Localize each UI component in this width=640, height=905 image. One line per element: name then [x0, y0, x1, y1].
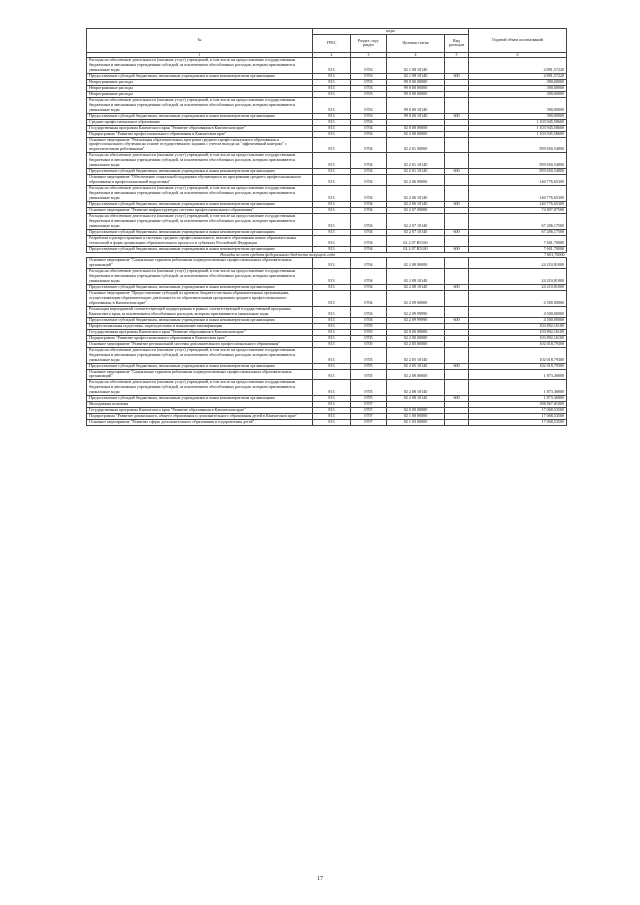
kind-cell [445, 420, 469, 426]
amount-cell: 859 650,54800 [469, 153, 567, 169]
name-cell: Непрограммные расходы [87, 79, 313, 85]
amount-cell: 102 018,79300 [469, 363, 567, 369]
target-cell: 02 2 05 10140 [387, 347, 445, 363]
kind-cell: 600 [445, 113, 469, 119]
amount-cell: 103 892,16100 [469, 329, 567, 335]
name-cell: Предоставление субсидий бюджетным, автономным учреждениям и иным некоммерческим организациям [87, 317, 313, 323]
table-row [87, 186, 567, 202]
section-cell: 0704 [351, 175, 387, 186]
amount-cell: 17 068,53500 [469, 408, 567, 414]
name-cell: Основное мероприятие "Предоставление субсидий из краевого бюджета частным образовательным организациям, осуществляющим образовательную деятельность по образовательным программам среднего профессионального образования, в Камчатском крае" [87, 291, 313, 307]
grbs-cell: 813 [313, 396, 351, 402]
kind-cell [445, 175, 469, 186]
section-cell: 0704 [351, 291, 387, 307]
grbs-cell: 813 [313, 269, 351, 285]
name-cell: Молодежная политика [87, 402, 313, 408]
target-cell: 02 1 08 10140 [387, 74, 445, 80]
name-cell: Государственная программа Камчатского края "Развитие образования в Камчатском крае" [87, 125, 313, 131]
section-cell: 0705 [351, 329, 387, 335]
table-row [87, 137, 567, 153]
header-num: № [87, 29, 313, 53]
target-cell: 02 1 08 10140 [387, 58, 445, 74]
name-cell: Расходы на обеспечение деятельности (оказание услуг) учреждений, в том числе на предоставление государственным бюджетным и автономным учреждениям субсидий, за исключением обособленных расходов, которым присваиваются уникальные коды [87, 97, 313, 113]
amount-cell: 103 892,16100 [469, 323, 567, 329]
amount-cell: 7 601,70000 [469, 246, 567, 252]
name-cell: Расходы на обеспечение деятельности (оказание услуг) учреждений, в том числе на предоставление государственным бюджетным и автономным учреждениям субсидий, за исключением обособленных расходов, которым присваиваются уникальные коды [87, 269, 313, 285]
kind-cell [445, 269, 469, 285]
section-cell: 0705 [351, 347, 387, 363]
grbs-cell: 813 [313, 235, 351, 246]
kind-cell: 600 [445, 201, 469, 207]
name-cell: Государственная программа Камчатского края "Развитие образования в Камчатском крае" [87, 408, 313, 414]
table-row [87, 97, 567, 113]
kind-cell: 600 [445, 285, 469, 291]
col-num-6: 6 [469, 52, 567, 57]
amount-cell: 390,00000 [469, 113, 567, 119]
name-cell: Основное мероприятие "Социальные гарантии работникам подведомственных профессиональных образовательных организаций" [87, 369, 313, 380]
name-cell: Предоставление субсидий бюджетным, автономным учреждениям и иным некоммерческим организациям [87, 201, 313, 207]
amount-cell: 1 873,36800 [469, 380, 567, 396]
kind-cell [445, 58, 469, 74]
section-cell: 0704 [351, 213, 387, 229]
amount-cell: 4 891,57220 [469, 74, 567, 80]
target-cell: 99 0 00 00000 [387, 91, 445, 97]
target-cell: 02 2 00 00000 [387, 335, 445, 341]
table-row [87, 369, 567, 380]
grbs-cell: 813 [313, 420, 351, 426]
name-cell: Расходы на обеспечение деятельности (оказание услуг) учреждений, в том числе на предоставление государственным бюджетным и автономным учреждениям субсидий, за исключением обособленных расходов, которым присваиваются уникальные коды [87, 380, 313, 396]
grbs-cell: 813 [313, 229, 351, 235]
section-cell: 0703 [351, 58, 387, 74]
section-cell: 0703 [351, 74, 387, 80]
grbs-cell: 813 [313, 246, 351, 252]
target-cell: 02 2 01 10140 [387, 169, 445, 175]
section-cell: 0703 [351, 91, 387, 97]
target-cell: 02 2 05 00000 [387, 341, 445, 347]
section-cell: 0704 [351, 125, 387, 131]
grbs-cell: 813 [313, 414, 351, 420]
target-cell: 02 2 08 10140 [387, 396, 445, 402]
grbs-cell: 813 [313, 85, 351, 91]
section-cell: 0705 [351, 369, 387, 380]
kind-cell: 600 [445, 74, 469, 80]
name-cell: Основное мероприятие "Развитие региональной системы дополнительного профессионального образования" [87, 341, 313, 347]
name-cell: Подпрограмма "Развитие профессионального образования в Камчатском крае" [87, 131, 313, 137]
table-body [87, 58, 567, 426]
kind-cell [445, 213, 469, 229]
kind-cell: 600 [445, 169, 469, 175]
amount-cell: 103 892,16100 [469, 335, 567, 341]
amount-cell: 1 103 945,58600 [469, 119, 567, 125]
amount-cell: 140 776,65300 [469, 175, 567, 186]
section-cell: 0704 [351, 269, 387, 285]
section-cell: 0704 [351, 285, 387, 291]
section-cell: 0704 [351, 258, 387, 269]
target-cell: 02 2 09 00000 [387, 291, 445, 307]
target-cell: 02 2 08 00000 [387, 369, 445, 380]
amount-cell: 4 500,00000 [469, 317, 567, 323]
name-cell: Расходы на обеспечение деятельности (оказание услуг) учреждений, в том числе на предоставление государственным бюджетным и автономным учреждениям субсидий, за исключением обособленных расходов, которым присваиваются уникальные коды [87, 213, 313, 229]
name-cell: Предоставление субсидий бюджетным, автономным учреждениям и иным некоммерческим организациям [87, 229, 313, 235]
section-cell: 0703 [351, 85, 387, 91]
amount-cell: 1 103 945,58600 [469, 131, 567, 137]
target-cell: 02 2 06 10140 [387, 201, 445, 207]
grbs-cell: 813 [313, 213, 351, 229]
name-cell: Предоставление субсидий бюджетным, автономным учреждениям и иным некоммерческим организациям [87, 74, 313, 80]
target-cell: 99 0 00 00000 [387, 85, 445, 91]
name-cell: Подпрограмма "Развитие профессионального образования в Камчатском крае" [87, 335, 313, 341]
section-cell: 0704 [351, 153, 387, 169]
amount-cell: 24 210,81000 [469, 269, 567, 285]
section-cell: 0704 [351, 207, 387, 213]
name-cell: Непрограммные расходы [87, 85, 313, 91]
target-cell: 02 2 01 00000 [387, 137, 445, 153]
target-cell: 99 0 00 00000 [387, 79, 445, 85]
grbs-cell: 813 [313, 402, 351, 408]
section-cell: 0704 [351, 246, 387, 252]
kind-cell: 600 [445, 396, 469, 402]
name-cell: Основное мероприятие "Реализация образовательных программ среднего профессионального образования и профессионального обучения на основе государственного задания с учетом выхода на "эффективный контракт" с педагогическими работниками" [87, 137, 313, 153]
header-target: Целевая статья [387, 34, 445, 52]
section-cell: 0704 [351, 201, 387, 207]
grbs-cell: 813 [313, 291, 351, 307]
grbs-cell: 813 [313, 201, 351, 207]
name-cell: Реализация мероприятий соответствующей подпрограммы в рамках соответствующей государственной программы Камчатского края, за исключением обособленных расходов, которым присваиваются уникальные коды [87, 307, 313, 318]
grbs-cell: 813 [313, 79, 351, 85]
section-cell: 0705 [351, 341, 387, 347]
table-row [87, 258, 567, 269]
name-cell: Предоставление субсидий бюджетным, автономным учреждениям и иным некоммерческим организациям [87, 285, 313, 291]
amount-cell: 102 018,79300 [469, 341, 567, 347]
header-amount: Годовой объем ассигнований [469, 29, 567, 53]
name-cell: Основное мероприятие "Развитие инфраструктуры системы профессионального образования" [87, 207, 313, 213]
section-cell: 0703 [351, 97, 387, 113]
grbs-cell: 813 [313, 329, 351, 335]
target-cell: 02 2 07 R5330 [387, 246, 445, 252]
target-cell: 02 0 00 00000 [387, 329, 445, 335]
table-row [87, 347, 567, 363]
amount-cell: 140 776,65300 [469, 201, 567, 207]
target-cell: 02 2 07 10140 [387, 213, 445, 229]
grbs-cell: 813 [313, 119, 351, 125]
table-row [87, 269, 567, 285]
col-num-1: 1 [87, 52, 313, 57]
target-cell: 02 2 07 R5330 [387, 235, 445, 246]
header-codes: коды [313, 29, 469, 35]
amount-cell: 390,00000 [469, 79, 567, 85]
name-cell: Непрограммные расходы [87, 91, 313, 97]
name-cell: Расходы на обеспечение деятельности (оказание услуг) учреждений, в том числе на предоставление государственным бюджетным и автономным учреждениям субсидий, за исключением обособленных расходов, которым присваиваются уникальные коды [87, 186, 313, 202]
kind-cell: 600 [445, 317, 469, 323]
table-row [87, 420, 567, 426]
table-row [87, 380, 567, 396]
amount-cell: 1 873,36800 [469, 396, 567, 402]
amount-cell: 4 500,00000 [469, 307, 567, 318]
section-cell: 0704 [351, 307, 387, 318]
kind-cell [445, 369, 469, 380]
target-cell: 02 2 08 10140 [387, 269, 445, 285]
target-cell: 02 2 00 00000 [387, 131, 445, 137]
kind-cell [445, 258, 469, 269]
grbs-cell: 813 [313, 363, 351, 369]
name-cell: Основное мероприятие "Обеспечение социальной поддержки обучающихся по программам среднего профессионального образования и профессиональной подготовки" [87, 175, 313, 186]
grbs-cell: 813 [313, 131, 351, 137]
header-section: Раздел, под- раздел [351, 34, 387, 52]
amount-cell: 390,00000 [469, 85, 567, 91]
name-cell: Предоставление субсидий бюджетным, автономным учреждениям и иным некоммерческим организациям [87, 396, 313, 402]
target-cell: 02 1 00 00000 [387, 414, 445, 420]
grbs-cell: 813 [313, 186, 351, 202]
table-row [87, 213, 567, 229]
amount-cell: 17 068,53500 [469, 420, 567, 426]
section-cell: 0703 [351, 79, 387, 85]
section-cell: 0704 [351, 169, 387, 175]
amount-cell: 24 210,81000 [469, 258, 567, 269]
kind-cell [445, 380, 469, 396]
target-cell: 02 2 06 10140 [387, 186, 445, 202]
name-cell: Предоставление субсидий бюджетным, автономным учреждениям и иным некоммерческим организациям [87, 169, 313, 175]
name-cell: Предоставление субсидий бюджетным, автономным учреждениям и иным некоммерческим организациям [87, 363, 313, 369]
grbs-cell: 813 [313, 258, 351, 269]
name-cell: Расходы на обеспечение деятельности (оказание услуг) учреждений, в том числе на предоставление государственным бюджетным и автономным учреждениям субсидий, за исключением обособленных расходов, которым присваиваются уникальные коды [87, 58, 313, 74]
kind-cell [445, 186, 469, 202]
section-cell: 0704 [351, 119, 387, 125]
section-cell: 0705 [351, 363, 387, 369]
amount-cell: 859 650,54800 [469, 137, 567, 153]
name-cell: Расходы на обеспечение деятельности (оказание услуг) учреждений, в том числе на предоставление государственным бюджетным и автономным учреждениям субсидий, за исключением обособленных расходов, которым присваиваются уникальные коды [87, 347, 313, 363]
grbs-cell: 813 [313, 91, 351, 97]
grbs-cell: 813 [313, 74, 351, 80]
target-cell: 99 0 00 10140 [387, 97, 445, 113]
grbs-cell: 813 [313, 323, 351, 329]
table-row [87, 58, 567, 74]
target-cell: 02 0 00 00000 [387, 408, 445, 414]
table-row [87, 153, 567, 169]
section-cell: 0707 [351, 408, 387, 414]
section-cell: 0707 [351, 402, 387, 408]
target-cell: 02 2 01 10140 [387, 153, 445, 169]
col-num-2: 2 [313, 52, 351, 57]
section-cell: 0707 [351, 414, 387, 420]
table-row [87, 291, 567, 307]
target-cell: 02 2 06 00000 [387, 175, 445, 186]
name-cell: Подпрограмма "Развитие дошкольного, общего образования и дополнительного образования детей в Камчатском крае" [87, 414, 313, 420]
target-cell: 02 2 08 10140 [387, 285, 445, 291]
section-cell: 0707 [351, 420, 387, 426]
section-cell: 0704 [351, 229, 387, 235]
target-cell: 02 2 07 10140 [387, 229, 445, 235]
header-grbs: ГРБС [313, 34, 351, 52]
kind-cell [445, 153, 469, 169]
col-num-5: 5 [445, 52, 469, 57]
name-cell: Профессиональная подготовка, переподготовка и повышение квалификации [87, 323, 313, 329]
table-header [87, 29, 567, 58]
name-cell: Основное мероприятие "Социальные гарантии работникам подведомственных профессиональных образовательных организаций" [87, 258, 313, 269]
amount-cell: 67 206,17500 [469, 229, 567, 235]
section-cell: 0703 [351, 113, 387, 119]
section-cell: 0704 [351, 137, 387, 153]
grbs-cell: 813 [313, 169, 351, 175]
amount-cell: 398 867,81000 [469, 402, 567, 408]
target-cell: 02 1 03 00000 [387, 420, 445, 426]
grbs-cell: 813 [313, 347, 351, 363]
name-cell: Основное мероприятие "Развитие сферы дополнительного образования и оздоровления детей" [87, 420, 313, 426]
amount-cell: 4 891,57220 [469, 58, 567, 74]
target-cell: 02 2 08 10140 [387, 380, 445, 396]
kind-cell [445, 97, 469, 113]
kind-cell [445, 137, 469, 153]
kind-cell [445, 291, 469, 307]
grbs-cell: 813 [313, 113, 351, 119]
col-num-4: 4 [387, 52, 445, 57]
amount-cell: 390,00000 [469, 97, 567, 113]
name-cell: Расходы на обеспечение деятельности (оказание услуг) учреждений, в том числе на предоставление государственным бюджетным и автономным учреждениям субсидий, за исключением обособленных расходов, которым присваиваются уникальные коды [87, 153, 313, 169]
amount-cell: 140 776,65300 [469, 186, 567, 202]
name-cell: Предоставление субсидий бюджетным, автономным учреждениям и иным некоммерческим организациям [87, 246, 313, 252]
amount-cell: 4 500,00000 [469, 291, 567, 307]
amount-cell: 102 018,79300 [469, 347, 567, 363]
section-cell: 0704 [351, 235, 387, 246]
col-num-3: 3 [351, 52, 387, 57]
grbs-cell: 813 [313, 285, 351, 291]
grbs-cell: 813 [313, 335, 351, 341]
section-cell: 0704 [351, 317, 387, 323]
kind-cell: 600 [445, 246, 469, 252]
grbs-cell: 813 [313, 97, 351, 113]
grbs-cell: 813 [313, 125, 351, 131]
kind-cell [445, 347, 469, 363]
grbs-cell: 813 [313, 175, 351, 186]
section-cell: 0704 [351, 131, 387, 137]
target-cell: 02 0 00 00000 [387, 125, 445, 131]
table-row [87, 235, 567, 246]
section-cell: 0704 [351, 186, 387, 202]
grbs-cell: 813 [313, 153, 351, 169]
name-cell: Разработка и распространение в системах среднего профессионального, высшего образования новых образовательных технологий и форм организации образовательного процесса в субъектах Российской Федерации [87, 235, 313, 246]
amount-cell: 74 807,87500 [469, 207, 567, 213]
section-cell: 0705 [351, 323, 387, 329]
kind-cell [445, 307, 469, 318]
amount-cell: 390,00000 [469, 91, 567, 97]
name-cell: Среднее профессиональное образование [87, 119, 313, 125]
grbs-cell: 813 [313, 207, 351, 213]
kind-cell: 600 [445, 229, 469, 235]
section-cell: 0705 [351, 335, 387, 341]
header-kind: Вид расходов [445, 34, 469, 52]
amount-cell: 1 103 945,58600 [469, 125, 567, 131]
grbs-cell: 813 [313, 408, 351, 414]
table-row [87, 307, 567, 318]
amount-cell: 24 210,81000 [469, 285, 567, 291]
budget-table [86, 28, 567, 426]
amount-cell: 859 650,54800 [469, 169, 567, 175]
target-cell: 02 2 07 00000 [387, 207, 445, 213]
target-cell: 02 2 09 99990 [387, 307, 445, 318]
grbs-cell: 813 [313, 307, 351, 318]
target-cell: 99 0 00 10140 [387, 113, 445, 119]
grbs-cell: 813 [313, 137, 351, 153]
kind-cell [445, 235, 469, 246]
name-cell: Предоставление субсидий бюджетным, автономным учреждениям и иным некоммерческим организациям [87, 113, 313, 119]
grbs-cell: 813 [313, 317, 351, 323]
page-number: 17 [317, 876, 323, 882]
amount-cell: 17 068,53500 [469, 414, 567, 420]
kind-cell: 600 [445, 363, 469, 369]
budget-table-sheet [86, 28, 566, 426]
grbs-cell: 813 [313, 369, 351, 380]
target-cell: 02 2 08 00000 [387, 258, 445, 269]
section-cell: 0705 [351, 380, 387, 396]
section-cell: 0705 [351, 396, 387, 402]
amount-cell: 1 873,36800 [469, 369, 567, 380]
target-cell: 02 2 05 10140 [387, 363, 445, 369]
amount-cell: 7 601,70000 [469, 235, 567, 246]
grbs-cell: 813 [313, 58, 351, 74]
name-cell: Государственная программа Камчатского края "Развитие образования в Камчатском крае" [87, 329, 313, 335]
target-cell: 02 2 09 99990 [387, 317, 445, 323]
table-row [87, 175, 567, 186]
grbs-cell: 813 [313, 380, 351, 396]
amount-cell: 7 601,70000 [469, 252, 567, 258]
note-text: Расходы за счет средств федерального бюджета текущего года [87, 252, 469, 258]
amount-cell: 67 206,17500 [469, 213, 567, 229]
grbs-cell: 813 [313, 341, 351, 347]
